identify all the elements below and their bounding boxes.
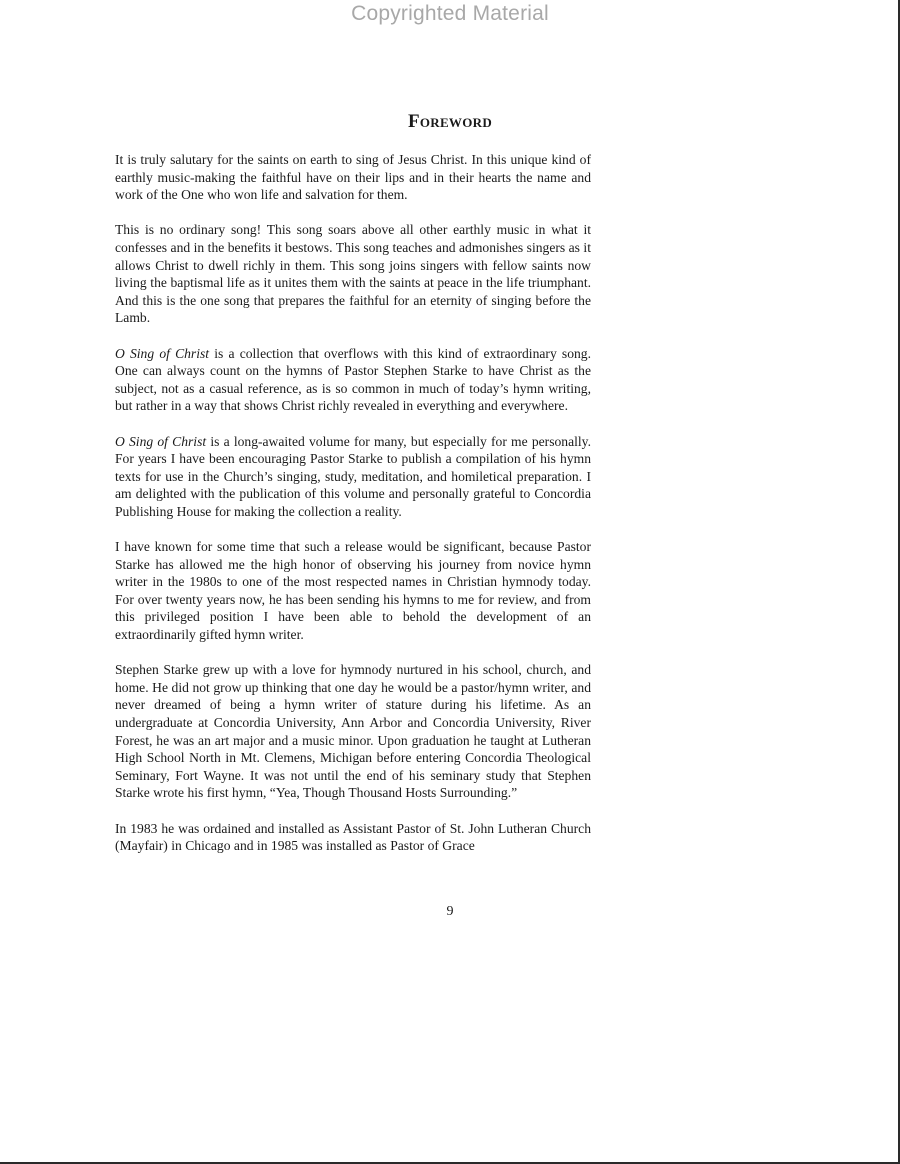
paragraph-4 bbox=[115, 433, 591, 521]
paragraph-1-text: It is truly salutary for the saints on earth to sing of Jesus Christ. In this unique kind of earthly music-making the faithful have on their lips and in their hearts the name and work of the One who won life and salvation for them. bbox=[115, 152, 591, 203]
paragraph-4-text: is a long-awaited volume for many, but especially for me personally. For years I have been encouraging Pastor Starke to publish a compilation of his hymn texts for use in the Church’s singing, study, meditation, and homiletical preparation. I am delighted with the publication of this volume and personally grateful to Concordia Publishing House for making the collection a reality. bbox=[115, 433, 591, 519]
paragraph-6-text: Stephen Starke grew up with a love for hymnody nurtured in his school, church, and home. He did not grow up thinking that one day he would be a pastor/hymn writer, and never dreamed of being a hymn writer of stature during his lifetime. As an undergraduate at Concordia University, Ann Arbor and Concordia University, River Forest, he was an art major and a music minor. Upon graduation he taught at Lutheran High School North in Mt. Clemens, Michigan before entering Concordia Theological Seminary, Fort Wayne. It was not until the end of his seminary study that Stephen Starke wrote his first hymn, “Yea, Though Thousand Hosts Surrounding.” bbox=[115, 662, 591, 801]
paragraph-5 bbox=[115, 538, 591, 644]
paragraph-7 bbox=[115, 820, 591, 855]
copyright-watermark: Copyrighted Material bbox=[351, 2, 549, 25]
paragraph-3 bbox=[115, 345, 591, 415]
paragraph-2 bbox=[115, 221, 591, 327]
book-title-italic: O Sing of Christ bbox=[115, 345, 210, 361]
paragraph-5-text: I have known for some time that such a release would be significant, because Pastor Starke has allowed me the high honor of observing his journey from novice hymn writer in the 1980s to one of the most respected names in Christian hymnody today. For over twenty years now, he has been sending his hymns to me for review, and from this privileged position I have been able to behold the development of an extraordinarily gifted hymn writer. bbox=[115, 539, 591, 643]
paragraph-1 bbox=[115, 151, 591, 204]
paragraph-7-text: In 1983 he was ordained and installed as Assistant Pastor of St. John Lutheran Church (Mayfair) in Chicago and in 1985 was installed as Pastor of Grace bbox=[115, 820, 591, 854]
book-title-italic: O Sing of Christ bbox=[115, 433, 207, 449]
paragraph-3-text: is a collection that overflows with this kind of extraordinary song. One can always count on the hymns of Pastor Stephen Starke to have Christ as the subject, not as a casual reference, as is so common in much of today’s hymn writing, but rather in a way that shows Christ richly revealed in everything and everywhere. bbox=[115, 345, 591, 414]
paragraph-6 bbox=[115, 661, 591, 802]
page-title: Foreword bbox=[407, 111, 493, 132]
foreword-body bbox=[115, 151, 591, 855]
page-number: 9 bbox=[446, 904, 454, 919]
paragraph-2-text: This is no ordinary song! This song soars above all other earthly music in what it confesses and in the benefits it bestows. This song teaches and admonishes singers as it allows Christ to dwell richly in them. This song joins singers with fellow saints now living the baptismal life as it unites them with the saints at peace in the life triumphant. And this is the one song that prepares the faithful for an eternity of singing before the Lamb. bbox=[115, 222, 591, 326]
